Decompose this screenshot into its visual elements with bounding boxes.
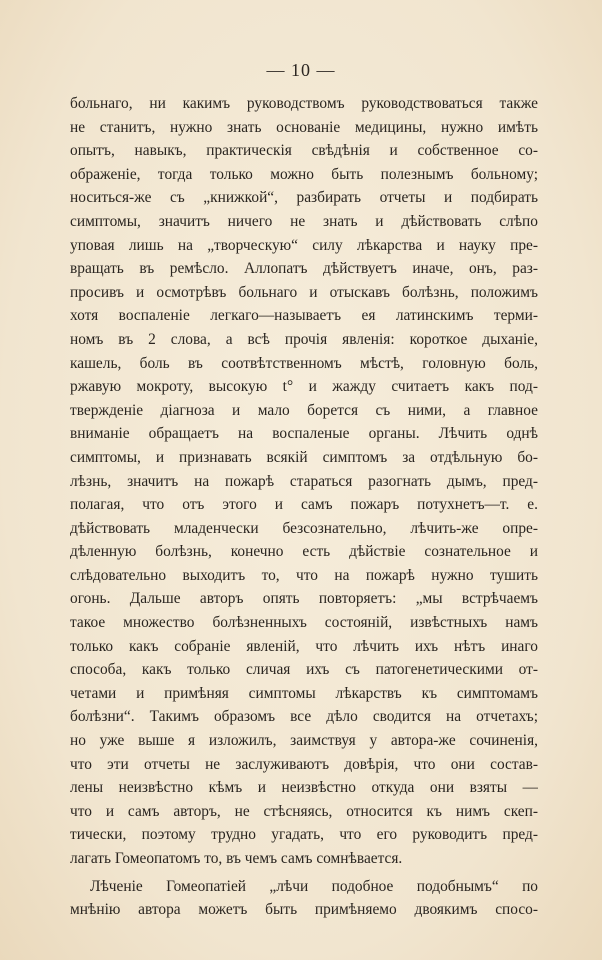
text-line: носиться-же съ „книжкой“, разбирать отчеты и подбирать (70, 189, 538, 207)
text-line: уповая лишь на „творческую“ силу лѣкарства и науку пре- (70, 236, 538, 254)
text-line: дѣйствовать младенчески безсознательно, лѣчить-же опре- (70, 519, 538, 537)
text-line: вращать въ ремѣсло. Аллопатъ дѣйствуетъ иначе, онъ, раз- (70, 260, 538, 278)
text-line: кашель, боль въ соотвѣтственномъ мѣстѣ, головную боль, (70, 354, 538, 372)
text-line: болѣзни“. Такимъ образомъ все дѣло сводится на отчетахъ; (70, 708, 538, 726)
text-line: вниманіе обращаетъ на воспаленые органы. Лѣчить однѣ (70, 425, 538, 443)
text-line: твержденіе діагноза и мало борется съ ними, а главное (70, 401, 538, 419)
text-line: полагая, что отъ этого и самъ пожаръ потухнетъ—т. е. (70, 496, 538, 514)
text-line: слѣдовательно выходитъ то, что на пожарѣ нужно тушить (70, 566, 538, 584)
page-number: — 10 — (266, 60, 336, 80)
text-line: только какъ собраніе явленій, что лѣчить ихъ нѣтъ инаго (70, 637, 538, 655)
text-line: огонь. Дальше авторъ опять повторяетъ: „мы встрѣчаемъ (70, 590, 538, 608)
text-line: больнаго, ни какимъ руководствомъ руководствоваться также (70, 95, 538, 112)
text-line: способа, какъ только сличая ихъ съ патогенетическими от- (70, 661, 538, 679)
text-line: хотя воспаленіе легкаго—называетъ ея латинскимъ терми- (70, 307, 538, 325)
text-line: лѣзнь, значитъ на пожарѣ стараться разогнать дымъ, пред- (70, 472, 538, 490)
text-line: лены неизвѣстно кѣмъ и неизвѣстно откуда они взяты — (70, 779, 538, 797)
text-line: дѣленную болѣзнь, конечно есть дѣйствіе сознательное и (70, 543, 538, 561)
text-line: не станитъ, нужно знать основаніе медицины, нужно имѣть (70, 118, 538, 136)
text-line: четами и примѣняя симптомы лѣкарствъ къ симптомамъ (70, 684, 538, 702)
text-line: симптомы, и признавать всякій симптомъ за отдѣльную бо- (70, 448, 538, 466)
text-line: опытъ, навыкъ, практическія свѣдѣнія и собственное со- (70, 142, 538, 160)
body-text (70, 92, 538, 922)
text-line: ображеніе, тогда только можно быть полезнымъ больному; (70, 165, 538, 183)
text-line: ржавую мокроту, высокую t° и жажду считаетъ какъ под- (70, 378, 538, 396)
text-line: просивъ и осмотрѣвъ больнаго и отыскавъ болѣзнь, положимъ (70, 283, 538, 301)
text-line: такое множество болѣзненныхъ состояній, извѣстныхъ намъ (70, 614, 538, 632)
text-line: тически, поэтому трудно угадать, что его руководитъ пред- (70, 826, 538, 844)
text-line: номъ въ 2 слова, а всѣ прочія явленія: короткое дыханіе, (70, 330, 538, 348)
text-line: что эти отчеты не заслуживаютъ довѣрія, что они состав- (70, 755, 538, 773)
text-line: но уже выше я изложилъ, заимствуя у автора-же сочиненія, (70, 732, 538, 750)
text-line: что и самъ авторъ, не стѣсняясь, относится къ нимъ скеп- (70, 802, 538, 820)
text-line: симптомы, значитъ ничего не знать и дѣйствовать слѣпо (70, 212, 538, 230)
text-line: Лѣченіе Гомеопатіей „лѣчи подобное подобнымъ“ по (90, 877, 538, 895)
text-line: мнѣнію автора можетъ быть примѣняемо двоякимъ спосо- (70, 901, 538, 919)
text-line: лагать Гомеопатомъ то, въ чемъ самъ сомнѣвается. (70, 850, 403, 867)
